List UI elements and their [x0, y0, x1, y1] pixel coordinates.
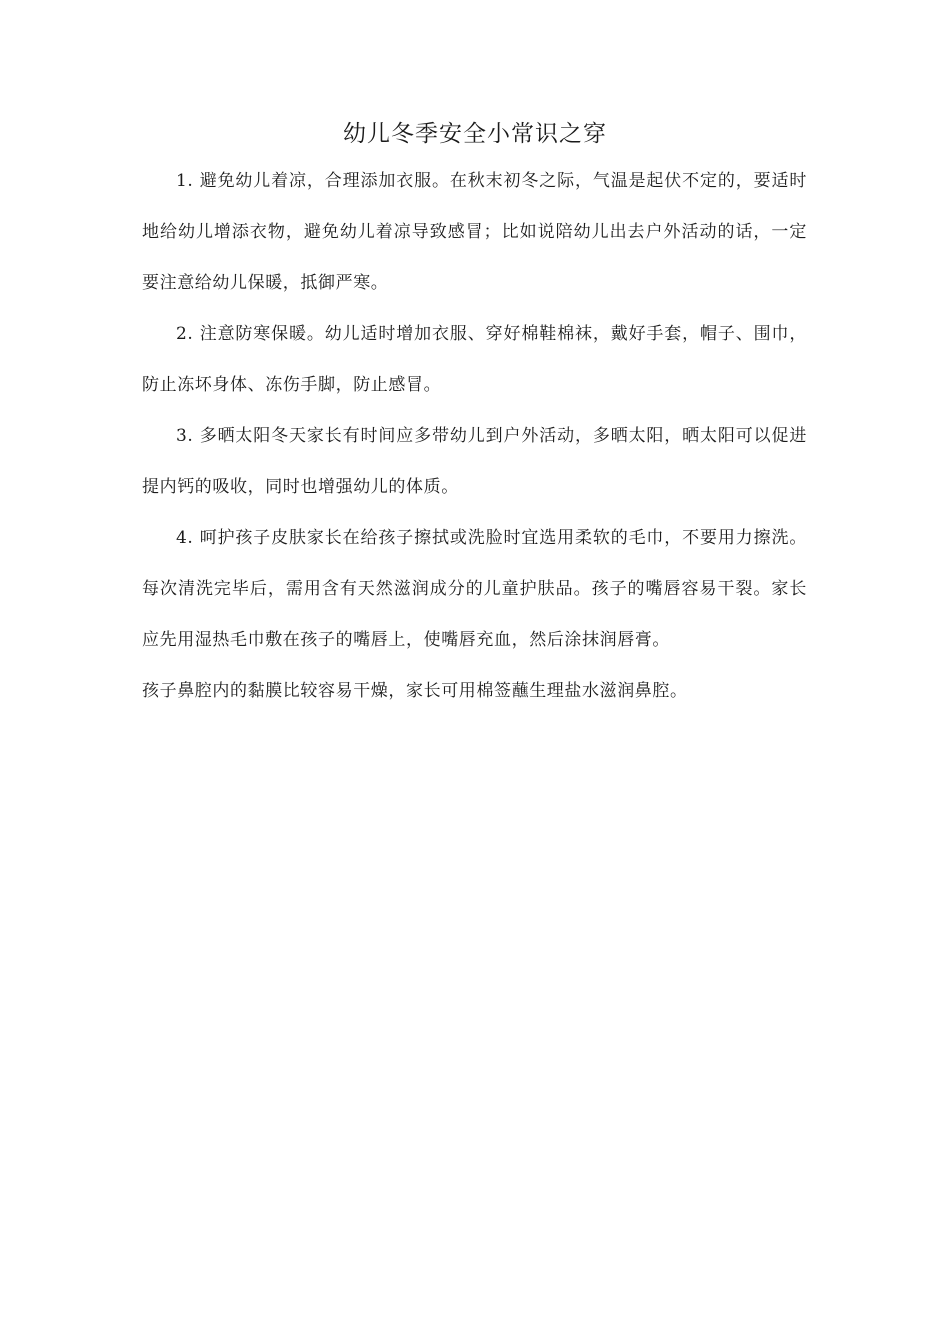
paragraph-1: 1. 避免幼儿着凉，合理添加衣服。在秋末初冬之际，气温是起伏不定的，要适时地给幼儿增添衣物，避免幼儿着凉导致感冒；比如说陪幼儿出去户外活动的话，一定要注意给幼儿保暖，抵御严寒。: [142, 171, 807, 293]
document-body: [142, 156, 807, 717]
document-title: 幼儿冬季安全小常识之穿: [343, 121, 607, 147]
paragraph-5: 孩子鼻腔内的黏膜比较容易干燥，家长可用棉签蘸生理盐水滋润鼻腔。: [142, 681, 688, 701]
paragraph-3: 3. 多晒太阳冬天家长有时间应多带幼儿到户外活动，多晒太阳，晒太阳可以促进提内钙的吸收，同时也增强幼儿的体质。: [142, 426, 807, 497]
paragraph-2: 2. 注意防寒保暖。幼儿适时增加衣服、穿好棉鞋棉袜，戴好手套，帽子、围巾，防止冻坏身体、冻伤手脚，防止感冒。: [142, 324, 807, 395]
paragraph-4: 4. 呵护孩子皮肤家长在给孩子擦拭或洗脸时宜选用柔软的毛巾，不要用力擦洗。每次清洗完毕后，需用含有天然滋润成分的儿童护肤品。孩子的嘴唇容易干裂。家长应先用湿热毛巾敷在孩子的嘴唇上，使嘴唇充血，然后涂抹润唇膏。: [142, 528, 807, 650]
